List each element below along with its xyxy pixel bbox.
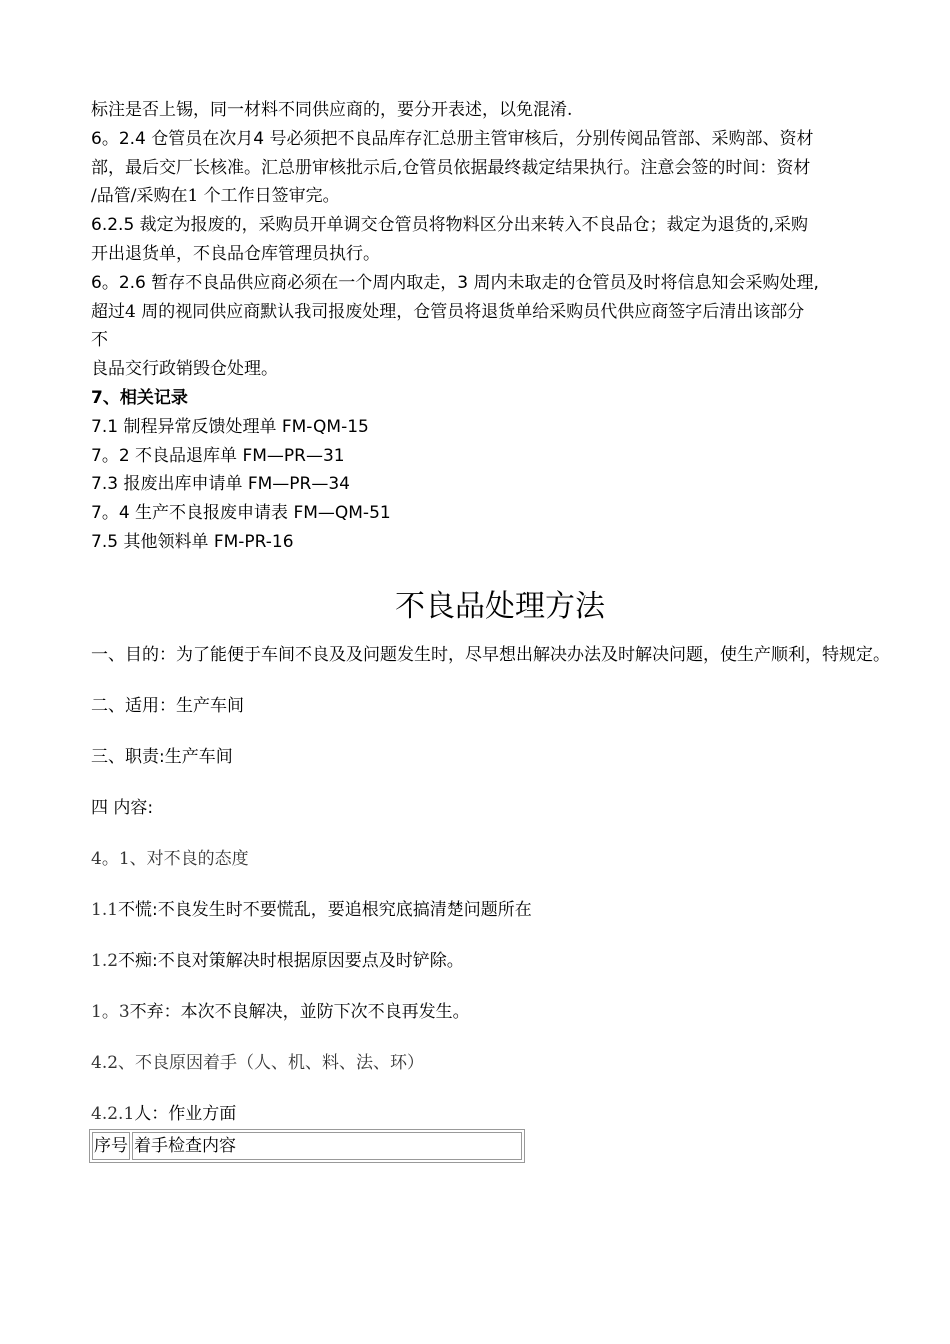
text-line: /品管/采购在1 个工作日签审完。 <box>91 186 340 207</box>
record-item: 7。2 不良品退库单 FM—PR—31 <box>91 445 345 466</box>
document-page <box>91 96 913 1163</box>
attitude-item <box>91 896 913 924</box>
content-paragraph: 四 内容: <box>91 797 154 818</box>
purpose-paragraph: 一、目的：为了能便于车间不良及及问题发生时，尽早想出解决办法及时解决问题，使生产顺利，特规定。 <box>91 644 890 665</box>
item-text: 人：作业方面 <box>134 1103 237 1124</box>
inspection-table <box>89 1129 525 1163</box>
text-line: 部，最后交厂长核准。汇总册审核批示后,仓管员依据最终裁定结果执行。注意会签的时间：资材 <box>91 157 811 178</box>
section-text: 4.2、不良原因着手（人、机、料、法、环） <box>91 1052 425 1073</box>
table-header-cell: 着手检查内容 <box>132 1132 522 1160</box>
item-number: 4.2.1 <box>91 1103 135 1124</box>
table-header-cell: 序号 <box>92 1132 130 1160</box>
text-line: 6。2.6 暂存不良品供应商必须在一个周内取走，3 周内未取走的仓管员及时将信息知会采购处理, <box>91 272 819 293</box>
text-line: 6.2.5 裁定为报废的，采购员开单调交仓管员将物料区分出来转入不良品仓；裁定为退货的,采购 <box>91 215 809 236</box>
item-text: 不痴:不良对策解决时根据原因要点及时铲除。 <box>118 950 464 971</box>
item-text: 不慌:不良发生时不要慌乱，要追根究底搞清楚问题所在 <box>118 899 532 920</box>
attitude-item <box>91 947 913 975</box>
item-number: 1.1 <box>91 899 119 920</box>
record-item: 7.5 其他领料单 FM-PR-16 <box>91 531 294 552</box>
causes-heading <box>91 1049 913 1077</box>
item-text: 不弃：本次不良解决，並防下次不良再发生。 <box>129 1001 470 1022</box>
table-header-row <box>92 1132 522 1160</box>
text-line: 标注是否上锡，同一材料不同供应商的，要分开表述，以免混淆. <box>91 100 573 120</box>
lower-section <box>91 641 913 1163</box>
record-item: 7。4 生产不良报废申请表 FM—QM-51 <box>91 503 391 524</box>
item-number: 1.2 <box>91 950 119 971</box>
document-title: 不良品处理方法 <box>395 588 605 624</box>
records-heading: 7、相关记录 <box>91 387 188 408</box>
section-number: 4。1、对不良的态度 <box>91 848 249 869</box>
text-line: 开出退货单，不良品仓库管理员执行。 <box>91 243 380 264</box>
record-item: 7.3 报废出库申请单 FM—PR—34 <box>91 474 350 495</box>
text-line: 良品交行政销毁仓处理。 <box>91 359 278 380</box>
upper-section <box>91 96 913 557</box>
text-line: 超过4 周的视同供应商默认我司报废处理，仓管员将退货单给采购员代供应商签字后清出该部分 <box>91 301 805 322</box>
text-line: 6。2.4 仓管员在次月4 号必须把不良品库存汇总册主管审核后，分别传阅品管部、采购部、资材 <box>91 128 814 149</box>
person-heading <box>91 1100 913 1128</box>
attitude-item <box>91 998 913 1026</box>
attitude-heading <box>91 845 913 873</box>
scope-paragraph: 二、适用：生产车间 <box>91 695 244 716</box>
record-item: 7.1 制程异常反馈处理单 FM-QM-15 <box>91 416 369 437</box>
item-number: 1。3 <box>91 1001 130 1022</box>
text-line: 不 <box>91 330 108 351</box>
duty-paragraph: 三、职责:生产车间 <box>91 746 233 767</box>
